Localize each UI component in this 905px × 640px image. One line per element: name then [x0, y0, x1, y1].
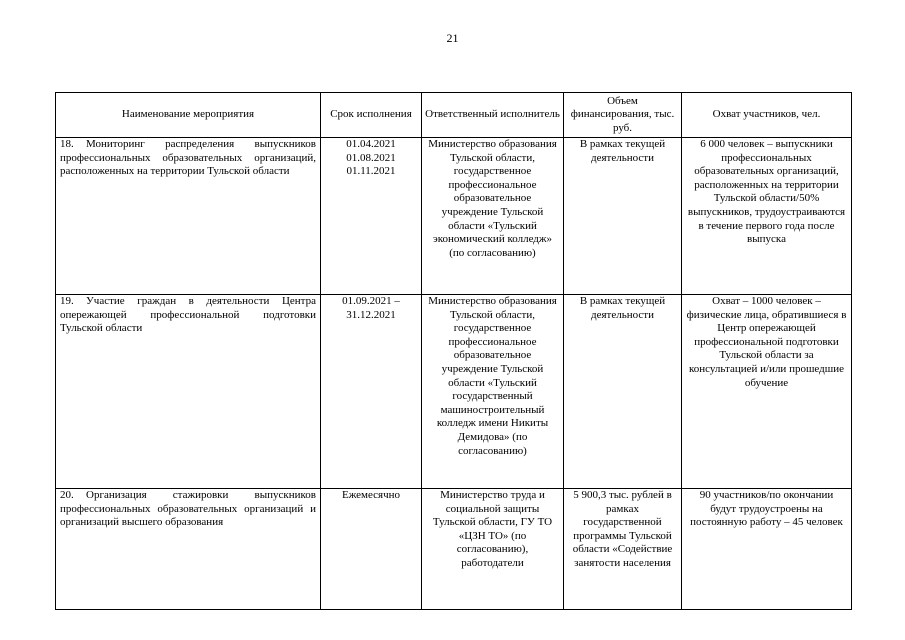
row-number: 20. — [60, 489, 74, 501]
row-coverage: 90 участников/по окончании будут трудоустроены на постоянную работу – 45 человек — [682, 489, 852, 610]
row-executor: Министерство образования Тульской области, государственное профессиональное образовательное учреждение Тульской области «Тульский экономический колледж» (по согласованию) — [422, 138, 564, 295]
header-coverage: Охват участников, чел. — [682, 93, 852, 138]
row-deadline — [321, 138, 422, 295]
table-header-row — [56, 93, 852, 138]
header-name: Наименование мероприятия — [56, 93, 321, 138]
row-deadline — [321, 295, 422, 489]
row-funding: В рамках текущей деятельности — [564, 295, 682, 489]
header-deadline: Срок исполнения — [321, 93, 422, 138]
row-name-cell — [56, 489, 321, 610]
header-executor: Ответственный исполнитель — [422, 93, 564, 138]
row-executor: Министерство труда и социальной защиты Тульской области, ГУ ТО «ЦЗН ТО» (по согласованию), работодатели — [422, 489, 564, 610]
row-number: 18. — [60, 138, 74, 150]
row-number: 19. — [60, 295, 74, 307]
row-name-cell — [56, 295, 321, 489]
row-deadline: Ежемесячно — [321, 489, 422, 610]
row-name-cell — [56, 138, 321, 295]
deadline-text: 01.09.2021 – 31.12.2021 — [342, 295, 400, 321]
row-coverage: Охват – 1000 человек – физические лица, обратившиеся в Центр опережающей профессиональной подготовки Тульской области за консультацией и/или прошедшие обучение — [682, 295, 852, 489]
events-table — [55, 92, 852, 610]
row-name: Мониторинг распределения выпускников профессиональных образовательных организаций, расположенных на территории Тульской области — [60, 138, 316, 178]
table-row — [56, 295, 852, 489]
deadline-text: 01.04.2021 01.08.2021 01.11.2021 — [346, 138, 396, 178]
header-funding: Объем финансирования, тыс. руб. — [564, 93, 682, 138]
row-funding: В рамках текущей деятельности — [564, 138, 682, 295]
table-row — [56, 489, 852, 610]
row-funding: 5 900,3 тыс. рублей в рамках государственной программы Тульской области «Содействие занятости населения — [564, 489, 682, 610]
row-name: Организация стажировки выпускников профессиональных образовательных организаций и организаций высшего образования — [60, 489, 316, 529]
row-executor: Министерство образования Тульской области, государственное профессиональное образовательное учреждение Тульской области «Тульский государственный машиностроительный колледж имени Никиты Демидова» (по согласованию) — [422, 295, 564, 489]
page-number: 21 — [446, 31, 459, 45]
row-name: Участие граждан в деятельности Центра опережающей профессиональной подготовки Тульской области — [60, 295, 316, 335]
table-row — [56, 138, 852, 295]
row-coverage: 6 000 человек – выпускники профессиональных образовательных организаций, расположенных на территории Тульской области/50% выпускников, трудоустраиваются в течение первого года после выпуска — [682, 138, 852, 295]
